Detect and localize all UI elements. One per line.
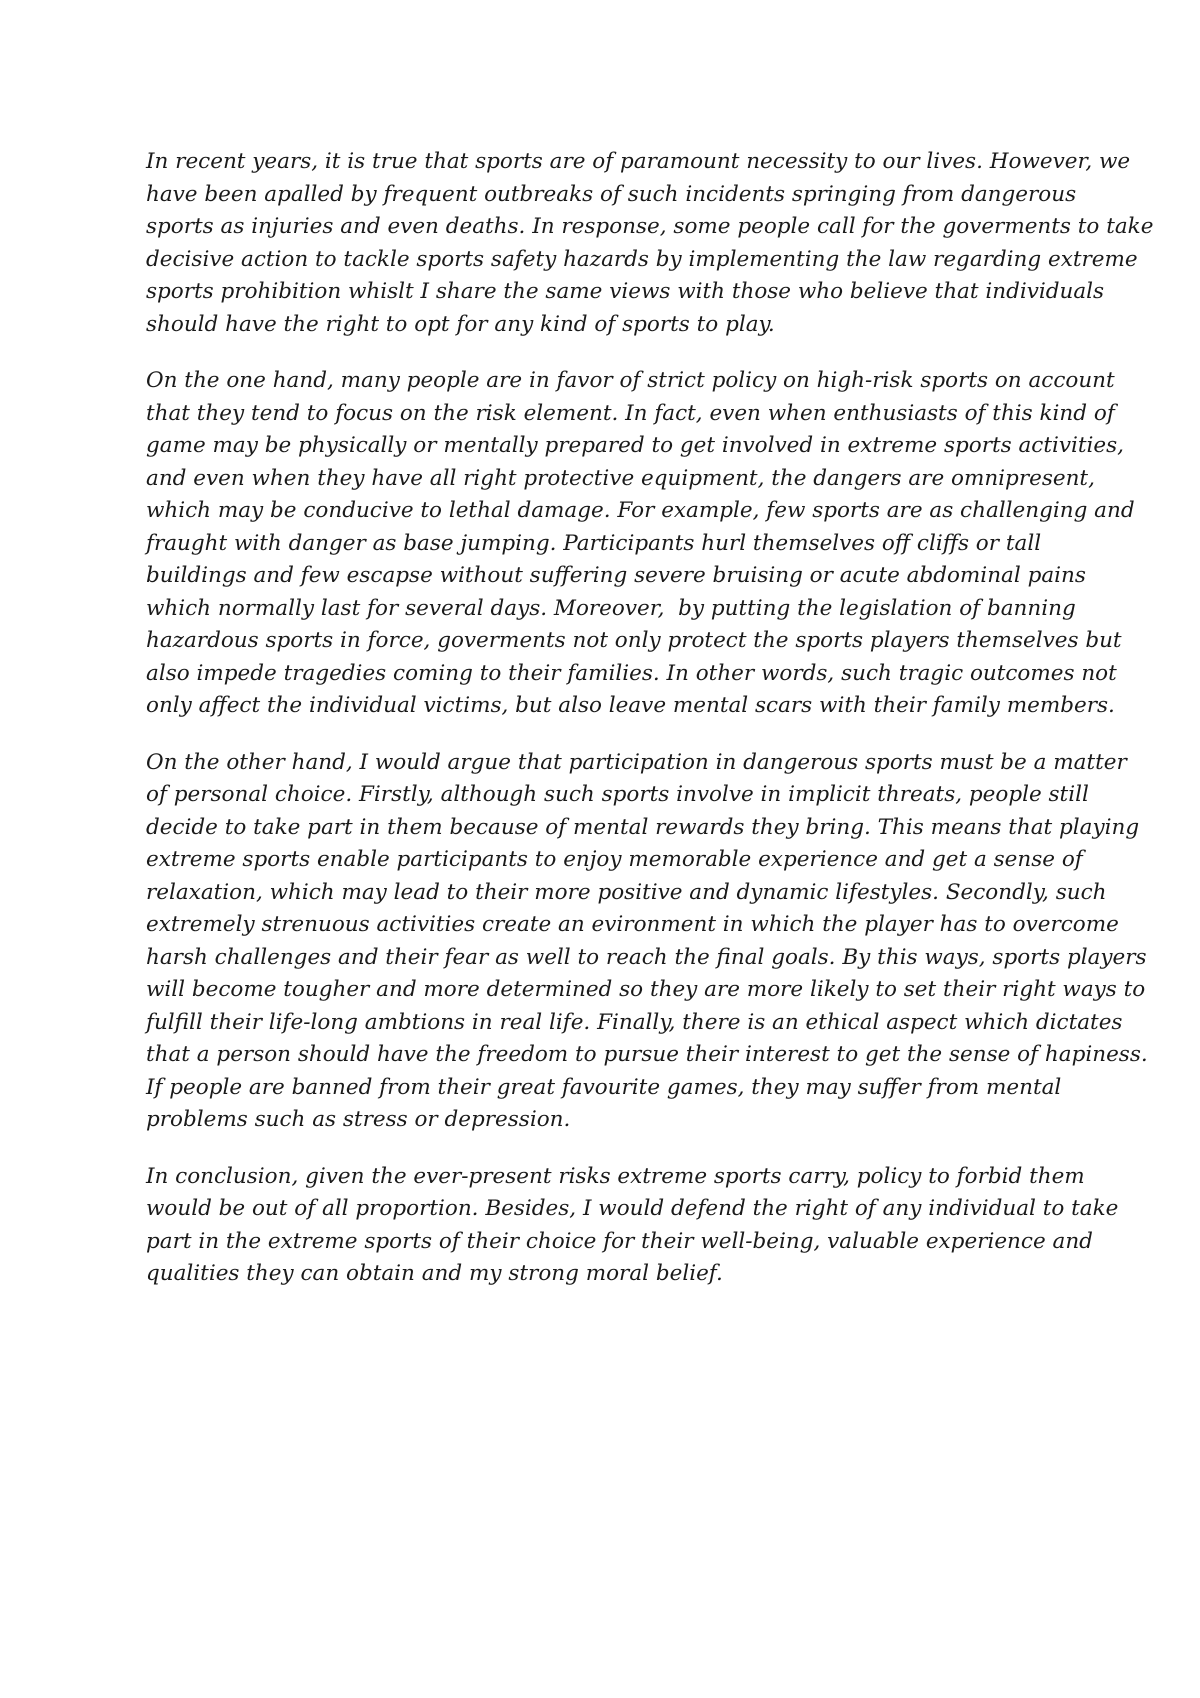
text-line: only affect the individual victims, but also leave mental scars with their family members. xyxy=(146,693,1115,718)
text-line: fraught with danger as base jumping. Participants hurl themselves off cliffs or tall xyxy=(146,530,1042,556)
text-line: decide to take part in them because of mental rewards they bring. This means that playing xyxy=(146,814,1140,840)
text-line: that they tend to focus on the risk element. In fact, even when enthusiasts of this kind of xyxy=(146,400,1115,426)
text-line: also impede tragedies coming to their families. In other words, such tragic outcomes not xyxy=(146,660,1117,686)
text-line: In recent years, it is true that sports are of paramount necessity to our lives. However, we xyxy=(146,149,1131,174)
text-line: problems such as stress or depression. xyxy=(146,1107,571,1132)
text-line: In conclusion, given the ever-present risks extreme sports carry, policy to forbid them xyxy=(146,1163,1085,1189)
text-line: which normally last for several days. Moreover, by putting the legislation of banning xyxy=(146,595,1076,621)
text-line: of personal choice. Firstly, although such sports involve in implicit threats, people still xyxy=(146,782,1089,807)
essay-body xyxy=(146,146,1154,1315)
text-line: buildings and few escapse without suffering severe bruising or acute abdominal pains xyxy=(146,563,1086,588)
text-line: will become tougher and more determined so they are more likely to set their right ways to xyxy=(146,977,1146,1002)
paragraph-conclusion xyxy=(146,1161,1119,1291)
text-line: decisive action to tackle sports safety hazards by implementing the law regarding extreme xyxy=(146,246,1138,272)
text-line: extreme sports enable participants to enjoy memorable experience and get a sense of xyxy=(146,847,1083,872)
text-line: have been apalled by frequent outbreaks of such incidents springing from dangerous xyxy=(146,181,1077,207)
text-line: hazardous sports in force, goverments not only protect the sports players themselves but xyxy=(146,628,1122,653)
paragraph-body-one xyxy=(146,365,1135,723)
text-line: part in the extreme sports of their choice for their well-being, valuable experience and xyxy=(146,1228,1093,1254)
paragraph-introduction xyxy=(146,146,1154,341)
text-line: On the other hand, I would argue that participation in dangerous sports must be a matter xyxy=(146,749,1127,775)
text-line: relaxation, which may lead to their more positive and dynamic lifestyles. Secondly, such xyxy=(146,879,1107,905)
text-line: qualities they can obtain and my strong moral belief. xyxy=(146,1261,723,1286)
text-line: If people are banned from their great favourite games, they may suffer from mental xyxy=(146,1074,1062,1100)
paragraph-body-two xyxy=(146,747,1148,1137)
text-line: harsh challenges and their fear as well to reach the final goals. By this ways, sports players xyxy=(146,944,1147,970)
text-line: extremely strenuous activities create an evironment in which the player has to overcome xyxy=(146,912,1119,937)
text-line: sports prohibition whislt I share the same views with those who believe that individuals xyxy=(146,279,1105,304)
text-line: should have the right to opt for any kind of sports to play. xyxy=(146,311,775,337)
text-line: and even when they have all right protective equipment, the dangers are omnipresent, xyxy=(146,465,1095,491)
text-line: fulfill their life-long ambtions in real life. Finally, there is an ethical aspect which dictates xyxy=(146,1009,1123,1035)
text-line: game may be physically or mentally prepared to get involved in extreme sports activities, xyxy=(146,433,1124,458)
text-line: sports as injuries and even deaths. In response, some people call for the goverments to take xyxy=(146,214,1154,239)
text-line: On the one hand, many people are in favor of strict policy on high-risk sports on account xyxy=(146,368,1115,393)
text-line: which may be conducive to lethal damage. For example, few sports are as challenging and xyxy=(146,498,1135,523)
text-line: that a person should have the freedom to pursue their interest to get the sense of hapiness. xyxy=(146,1042,1148,1067)
text-line: would be out of all proportion. Besides, I would defend the right of any individual to take xyxy=(146,1196,1119,1221)
